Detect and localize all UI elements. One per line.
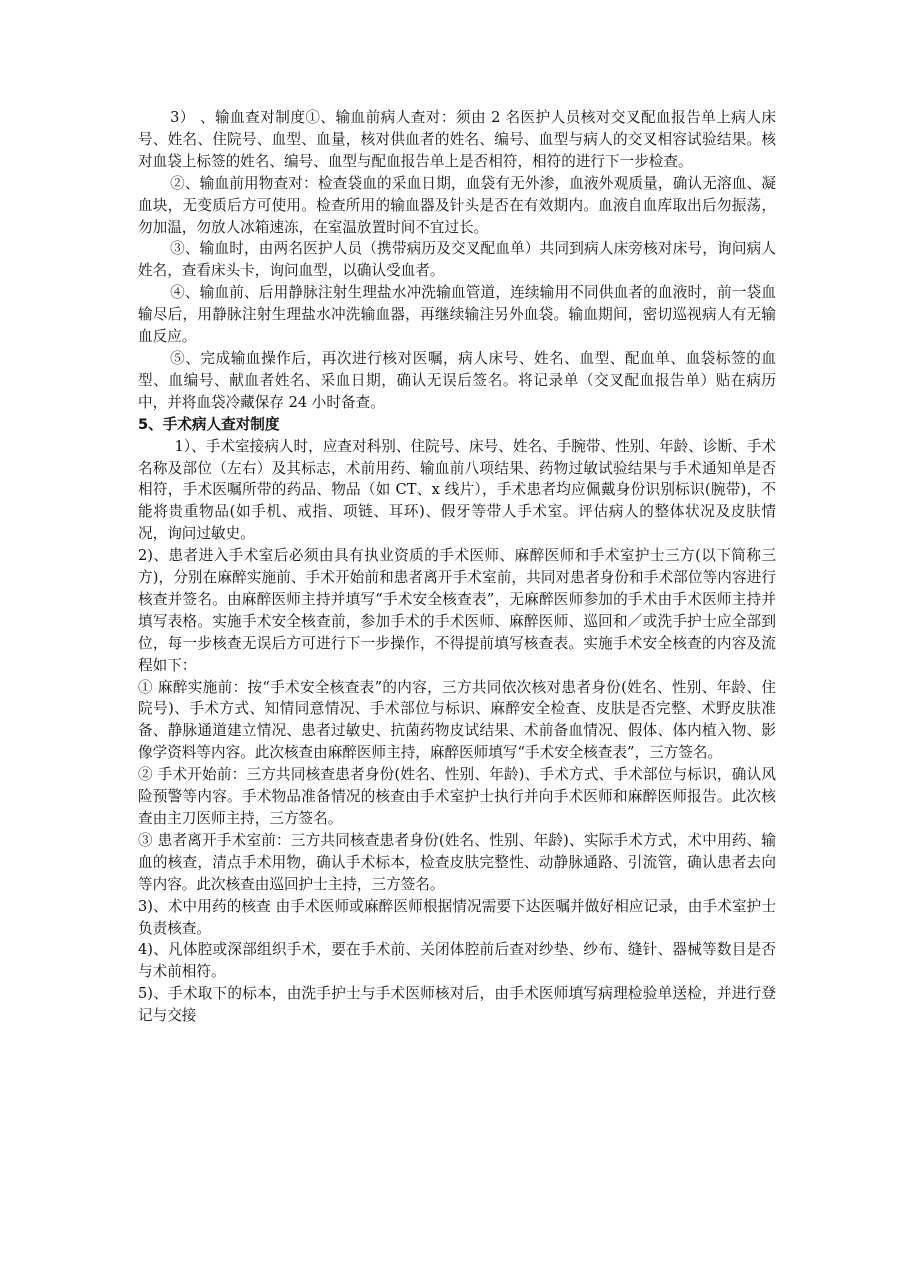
paragraph-sponge-count: 4)、凡体腔或深部组织手术，要在手术前、关闭体腔前后查对纱垫、纱布、缝针、器械等数目是否与术前相符。 <box>138 941 776 981</box>
paragraph-post-transfusion-record: ⑤、完成输血操作后，再次进行核对医嘱，病人床号、姓名、血型、配血单、血袋标签的血型、血编号、献血者姓名、采血日期，确认无误后签名。将记录单（交叉配血报告单）贴在病历中，并将血袋冷藏保存 24 小时备查。 <box>138 349 776 411</box>
paragraph-bedside-verification: ③、输血时，由两名医护人员（携带病历及交叉配血单）共同到病人床旁核对床号，询问病人姓名，查看床头卡，询问血型，以确认受血者。 <box>138 240 776 280</box>
document-page <box>138 107 776 1027</box>
paragraph-pre-anesthesia-check: ① 麻醉实施前：按“手术安全核查表”的内容，三方共同依次核对患者身份(姓名、性别、年龄、住院号)、手术方式、知情同意情况、手术部位与标识、麻醉安全检查、皮肤是否完整、术野皮肤准备、静脉通道建立情况、患者过敏史、抗菌药物皮试结果、术前备血情况、假体、体内植入物、影像学资料等内容。此次核查由麻醉医师主持，麻醉医师填写“手术安全核查表”，三方签名。 <box>138 678 776 762</box>
paragraph-intraoperative-medication: 3)、术中用药的核查 由手术医师或麻醉医师根据情况需要下达医嘱并做好相应记录，由手术室护士负责核查。 <box>138 897 776 937</box>
paragraph-blood-transfusion-check-policy: 3） 、输血查对制度①、输血前病人查对：须由 2 名医护人员核对交叉配血报告单上病人床号、姓名、住院号、血型、血量，核对供血者的姓名、编号、血型与病人的交叉相容试验结果。核对血袋上标签的姓名、编号、血型与配血报告单上是否相符，相符的进行下一步检查。 <box>138 109 776 170</box>
paragraph-saline-flush: ④、输血前、后用静脉注射生理盐水冲洗输血管道，连续输用不同供血者的血液时，前一袋血输尽后，用静脉注射生理盐水冲洗输血器，再继续输注另外血袋。输血期间，密切巡视病人有无输血反应。 <box>138 284 776 346</box>
paragraph-specimen-handling: 5)、手术取下的标本，由洗手护士与手术医师核对后，由手术医师填写病理检验单送检，并进行登记与交接 <box>138 985 776 1025</box>
paragraph-or-patient-intake: 1）、手术室接病人时，应查对科别、住院号、床号、姓名、手腕带、性别、年龄、诊断、手术名称及部位（左右）及其标志，术前用药、输血前八项结果、药物过敏试验结果与手术通知单是否相符，手术医嘱所带的药品、物品（如 CT、x 线片），手术患者均应佩戴身份识别标识(腕带)，不能将贵重物品(如手机、戒指、项链、耳环)、假牙等带人手术室。评估病人的整体状况及皮肤情况，询问过敏史。 <box>138 437 776 543</box>
paragraph-three-party-safety-check: 2)、患者进入手术室后必须由具有执业资质的手术医师、麻醉医师和手术室护士三方(以下简称三方)，分别在麻醉实施前、手术开始前和患者离开手术室前，共同对患者身份和手术部位等内容进行核查并签名。由麻醉医师主持并填写“手术安全核查表”，无麻醉医师参加的手术由手术医师主持并填写表格。实施手术安全核查前，参加手术的手术医师、麻醉医师、巡回和／或洗手护士应全部到位，每一步核查无误后方可进行下一步操作，不得提前填写核查表。实施手术安全核查的内容及流程如下： <box>138 547 776 674</box>
paragraph-pre-transfusion-supplies-check: ②、输血前用物查对：检查袋血的采血日期，血袋有无外渗，血液外观质量，确认无溶血、凝血块，无变质后方可使用。检查所用的输血器及针头是否在有效期内。血液自血库取出后勿振荡，勿加温，勿放人冰箱速冻，在室温放置时间不宜过长。 <box>138 174 776 236</box>
paragraph-pre-departure-check: ③ 患者离开手术室前：三方共同核查患者身份(姓名、性别、年龄)、实际手术方式，术中用药、输血的核查，清点手术用物，确认手术标本，检查皮肤完整性、动静脉通路、引流管，确认患者去向等内容。此次核查由巡回护士主持，三方签名。 <box>138 831 776 893</box>
section-heading-surgical-patient-check: 5、手术病人查对制度 <box>138 415 280 433</box>
paragraph-pre-incision-check: ② 手术开始前：三方共同核查患者身份(姓名、性别、年龄)、手术方式、手术部位与标识，确认风险预警等内容。手术物品准备情况的核查由手术室护士执行并向手术医师和麻醉医师报告。此次核查由主刀医师主持，三方签名。 <box>138 766 776 827</box>
